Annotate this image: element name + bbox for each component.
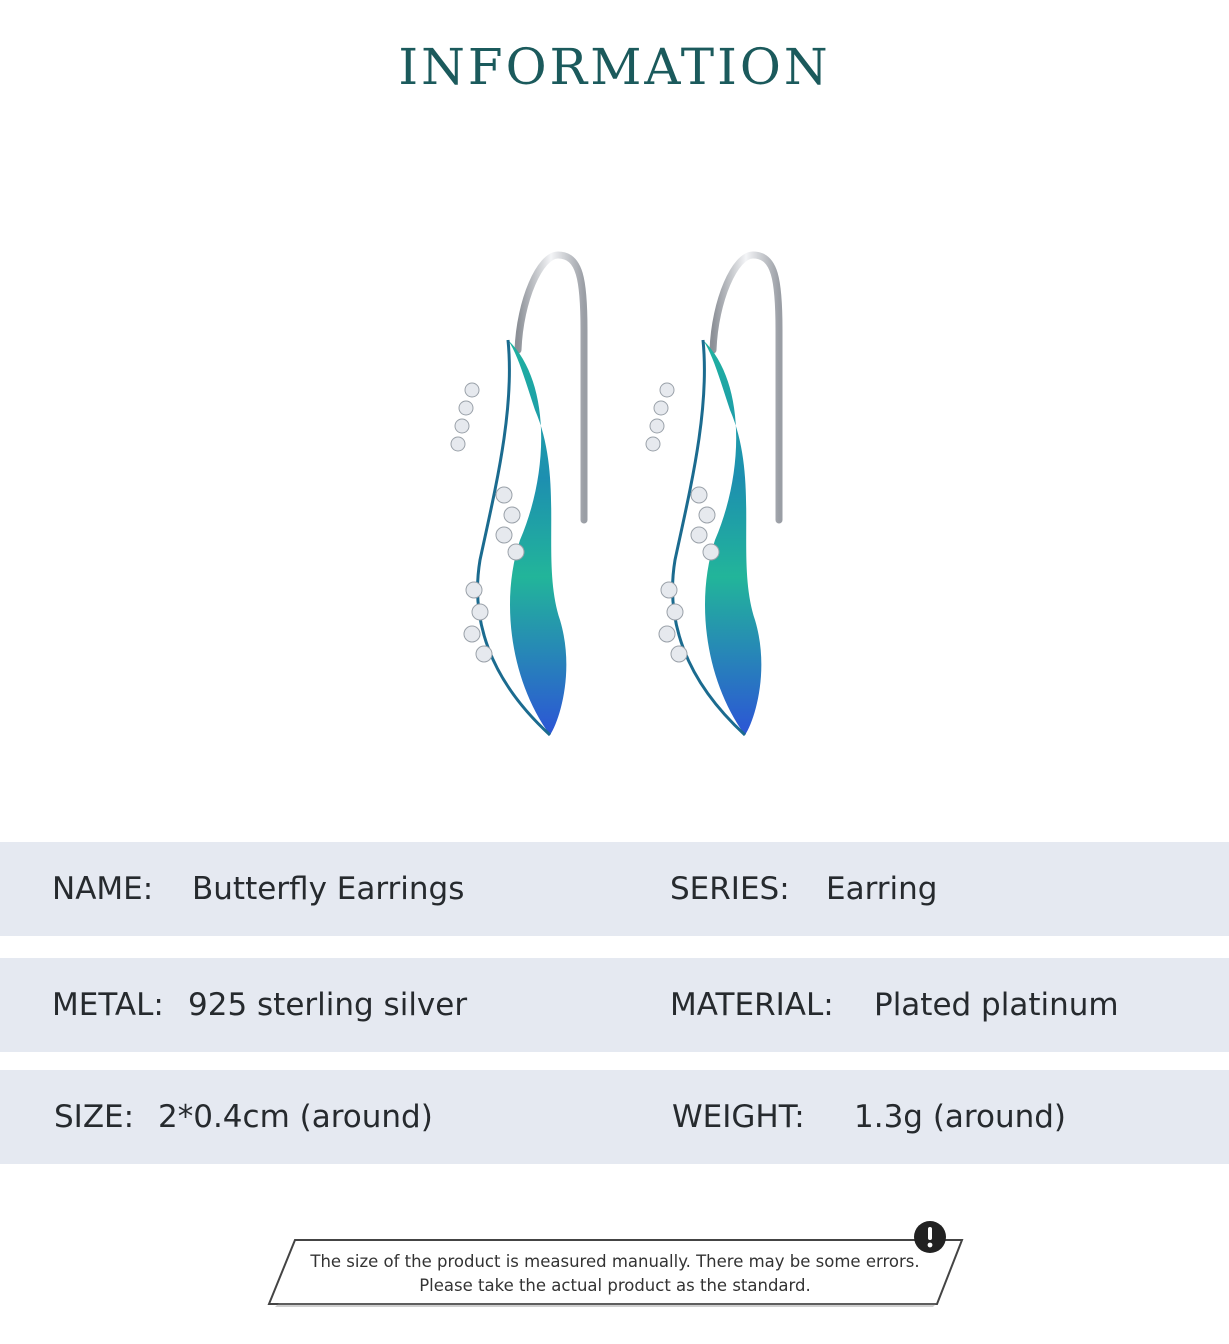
feather-earrings-image — [400, 240, 820, 750]
spec-value-weight: 1.3g (around) — [854, 1099, 1067, 1135]
spec-label-weight: WEIGHT: — [672, 1099, 805, 1135]
spec-row-name-series — [0, 842, 1229, 936]
page-title: INFORMATION — [398, 38, 831, 96]
notice-line-1: The size of the product is measured manually. There may be some errors. — [310, 1252, 920, 1271]
notice-line-2: Please take the actual product as the standard. — [419, 1276, 811, 1295]
spec-label-size: SIZE: — [54, 1099, 135, 1135]
spec-value-name: Butterfly Earrings — [192, 871, 465, 907]
earring-right — [646, 255, 779, 735]
spec-row-metal-material — [0, 958, 1229, 1052]
spec-value-material: Plated platinum — [874, 987, 1119, 1023]
spec-label-series: SERIES: — [670, 871, 790, 907]
disclaimer-notice — [265, 1215, 965, 1315]
spec-value-metal: 925 sterling silver — [188, 987, 468, 1023]
exclamation-icon — [913, 1220, 947, 1254]
spec-value-size: 2*0.4cm (around) — [158, 1099, 433, 1135]
spec-label-metal: METAL: — [52, 987, 164, 1023]
spec-row-size-weight — [0, 1070, 1229, 1164]
spec-label-name: NAME: — [52, 871, 154, 907]
earring-left — [451, 255, 584, 735]
spec-value-series: Earring — [826, 871, 938, 907]
spec-label-material: MATERIAL: — [670, 987, 834, 1023]
